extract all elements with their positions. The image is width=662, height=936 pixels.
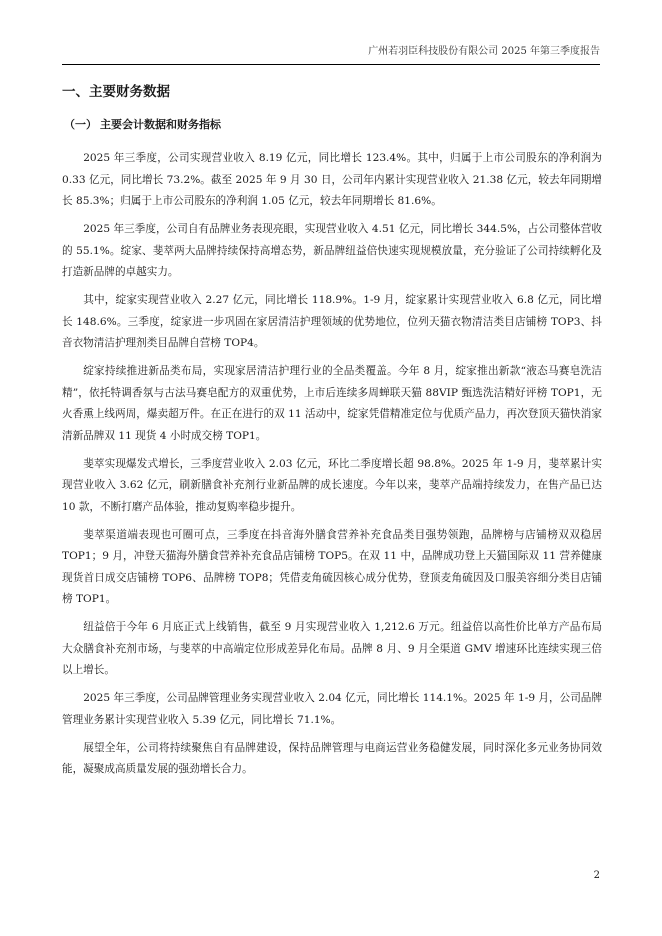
paragraph: 2025 年三季度，公司品牌管理业务实现营业收入 2.04 亿元，同比增长 114.1%。2025 年 1-9 月，公司品牌管理业务累计实现营业收入 5.39 亿元，同比增长 71.1%。	[62, 692, 602, 726]
section-title: 一、主要财务数据	[62, 84, 170, 100]
subsection-title: 主要会计数据和财务指标	[100, 118, 221, 131]
paragraph: 2025 年三季度，公司自有品牌业务表现亮眼，实现营业收入 4.51 亿元，同比增长 344.5%，占公司整体营收的 55.1%。绽家、斐萃两大品牌持续保持高增态势，新品牌纽益倍快速实现规模放量，充分验证了公司持续孵化及打造新品牌的卓越实力。	[62, 223, 602, 278]
page-header	[62, 42, 600, 65]
subsection-heading	[64, 116, 221, 132]
paragraph: 展望全年，公司将持续聚焦自有品牌建设，保持品牌管理与电商运营业务稳健发展，同时深化多元业务协同效能，凝聚成高质量发展的强劲增长合力。	[62, 741, 602, 775]
subsection-number: （一）	[64, 118, 97, 131]
paragraph: 纽益倍于今年 6 月底正式上线销售，截至 9 月实现营业收入 1,212.6 万元。纽益倍以高性价比单方产品布局大众膳食补充剂市场，与斐萃的中高端定位形成差异化布局。品牌 8 月、9 月全渠道 GMV 增速环比连续实现三倍以上增长。	[62, 621, 602, 676]
paragraph: 2025 年三季度，公司实现营业收入 8.19 亿元，同比增长 123.4%。其中，归属于上市公司股东的净利润为 0.33 亿元，同比增长 73.2%。截至 2025 年 9 月 30 日，公司年内累计实现营业收入 21.38 亿元，较去年同期增长 85.3%；归属于上市公司股东的净利润 1.05 亿元，较去年同期增长 81.6%。	[62, 152, 602, 207]
paragraph: 其中，绽家实现营业收入 2.27 亿元，同比增长 118.9%。1-9 月，绽家累计实现营业收入 6.8 亿元，同比增长 148.6%。三季度，绽家进一步巩固在家居清洁护理领域的优势地位，位列天猫衣物清洁类目店铺榜 TOP3、抖音衣物清洁护理剂类目品牌自营榜 TOP4。	[62, 294, 602, 349]
page-number: 2	[593, 870, 600, 881]
paragraph: 绽家持续推进新品类布局，实现家居清洁护理行业的全品类覆盖。今年 8 月，绽家推出新款“液态马赛皂洗洁精”，依托特调香氛与古法马赛皂配方的双重优势，上市后连续多周蝉联天猫 88VIP 甄选洗洁精好评榜 TOP1，无火香熏上线两周，爆卖超万件。在正在进行的双 11 活动中，绽家凭借精准定位与优质产品力，再次登顶天猫快消家清新品牌双 11 现货 4 小时成交榜 TOP1。	[62, 365, 602, 442]
paragraph: 斐萃渠道端表现也可圈可点，三季度在抖音海外膳食营养补充食品类目强势领跑，品牌榜与店铺榜双双稳居 TOP1；9 月，冲登天猫海外膳食营养补充食品店铺榜 TOP5。在双 11 中，品牌成功登上天猫国际双 11 营养健康现货首日成交店铺榜 TOP6、品牌榜 TOP8；凭借麦角硫因核心成分优势，登顶麦角硫因及口服美容细分类目店铺榜 TOP1。	[62, 528, 602, 605]
body-text	[62, 148, 602, 787]
header-title: 广州若羽臣科技股份有限公司 2025 年第三季度报告	[368, 46, 600, 57]
paragraph: 斐萃实现爆发式增长，三季度营业收入 2.03 亿元，环比二季度增长超 98.8%。2025 年 1-9 月，斐萃累计实现营业收入 3.62 亿元，刷新膳食补充剂行业新品牌的成长速度。今年以来，斐萃产品端持续发力，在售产品已达 10 款，不断打磨产品体验，推动复购率稳步提升。	[62, 457, 602, 513]
